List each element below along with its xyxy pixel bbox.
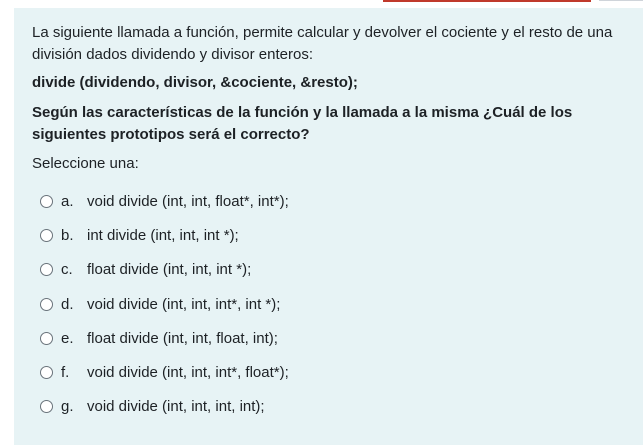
top-accent-bar [383, 0, 591, 2]
answer-label[interactable]: float divide (int, int, float, int); [87, 329, 278, 347]
answer-option-c[interactable] [32, 253, 643, 287]
answer-label[interactable]: void divide (int, int, int, int); [87, 398, 265, 416]
radio-button[interactable] [40, 366, 53, 379]
answer-letter: b. [61, 226, 74, 244]
radio-button[interactable] [40, 298, 53, 311]
answer-label[interactable]: void divide (int, int, int*, int *); [87, 295, 281, 313]
answer-letter: f. [61, 364, 70, 382]
radio-button[interactable] [40, 400, 53, 413]
answer-letter: e. [61, 329, 74, 347]
top-divider-line [599, 0, 643, 1]
answer-letter: c. [61, 261, 73, 279]
answer-label[interactable]: void divide (int, int, float*, int*); [87, 192, 289, 210]
radio-button[interactable] [40, 195, 53, 208]
answer-option-e[interactable] [32, 321, 643, 355]
answer-letter: g. [61, 398, 74, 416]
question-text: La siguiente llamada a función, permite calcular y devolver el cociente y el resto de una división dados dividendo y divisor enteros: [32, 24, 613, 63]
answer-option-a[interactable] [32, 184, 643, 218]
answer-label[interactable]: float divide (int, int, int *); [87, 261, 252, 279]
radio-button[interactable] [40, 229, 53, 242]
radio-button[interactable] [40, 332, 53, 345]
top-strip [0, 0, 643, 2]
answer-option-b[interactable] [32, 218, 643, 252]
question-panel [14, 8, 643, 445]
answer-letter: d. [61, 295, 74, 313]
answer-prompt: Seleccione una: [32, 155, 139, 172]
answer-option-d[interactable] [32, 287, 643, 321]
answer-label[interactable]: int divide (int, int, int *); [87, 226, 239, 244]
answer-option-f[interactable] [32, 355, 643, 389]
answer-list [32, 184, 643, 424]
radio-button[interactable] [40, 263, 53, 276]
question-ask: Según las características de la función y la llamada a la misma ¿Cuál de los siguientes prototipos será el correcto? [32, 104, 573, 143]
answer-option-g[interactable] [32, 390, 643, 424]
answer-label[interactable]: void divide (int, int, int*, float*); [87, 364, 289, 382]
answer-letter: a. [61, 192, 74, 210]
question-call: divide (dividendo, divisor, &cociente, &resto); [32, 74, 358, 91]
